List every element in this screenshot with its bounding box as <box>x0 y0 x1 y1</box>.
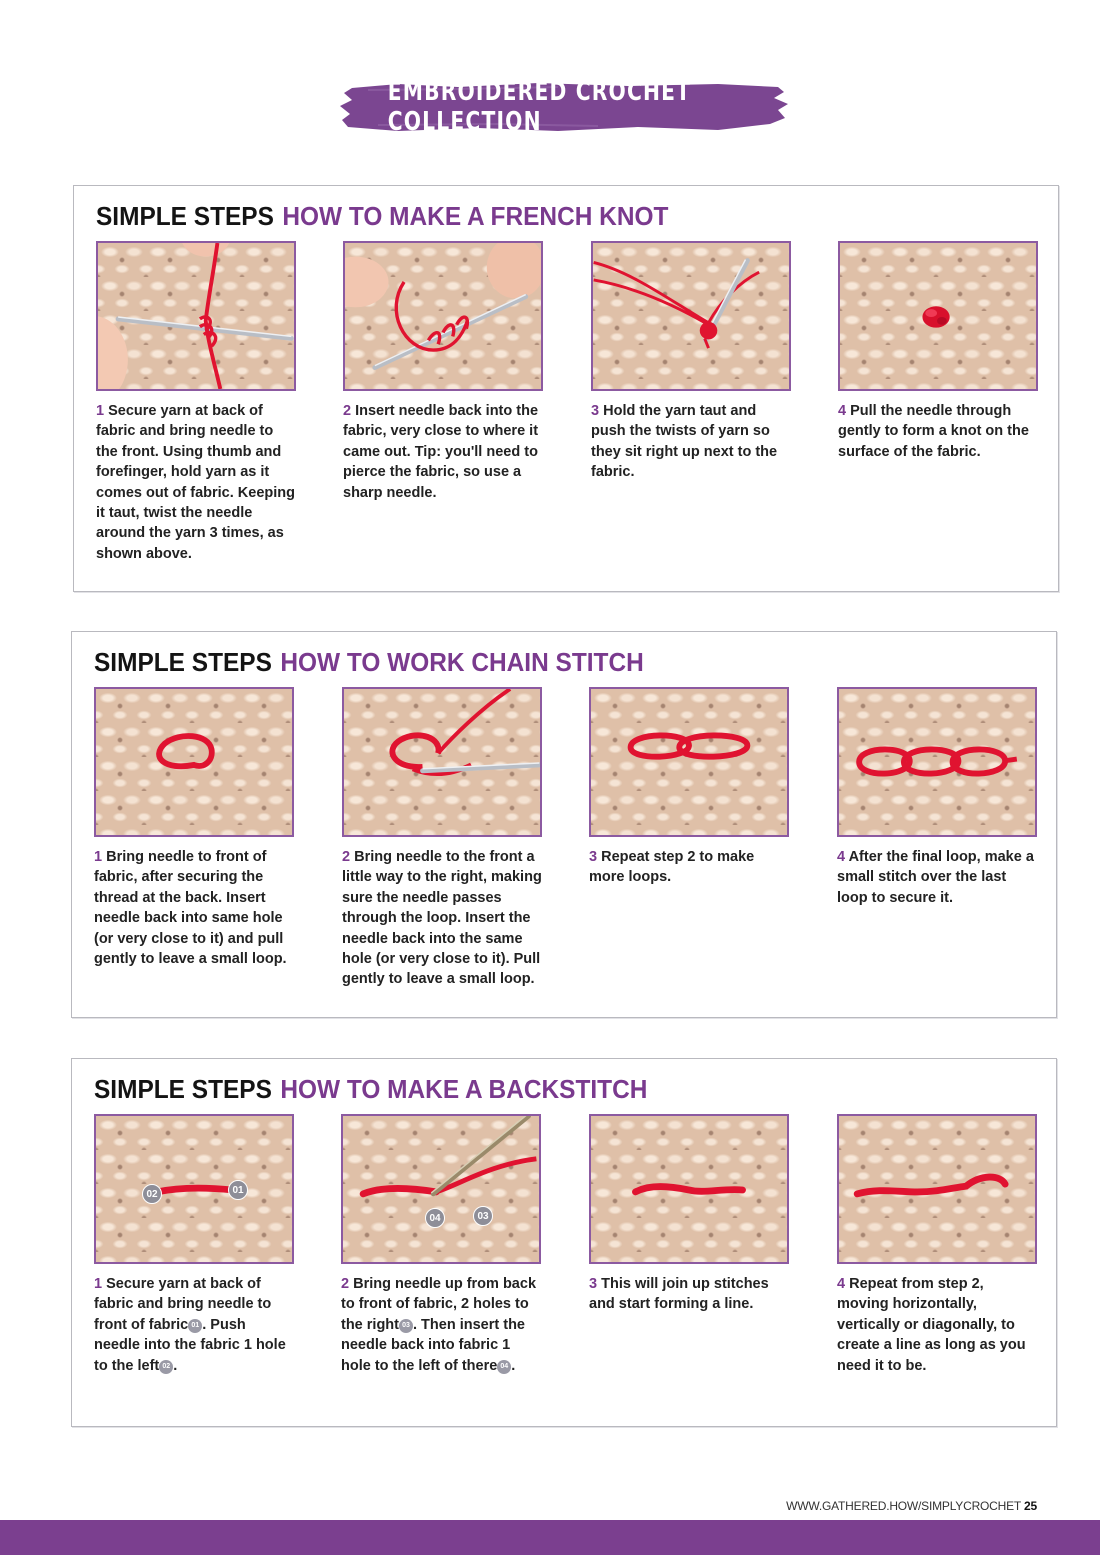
step-3 <box>589 687 789 888</box>
ref-marker-04: 04 <box>497 1360 511 1374</box>
step-caption <box>96 401 296 564</box>
step-caption <box>589 1274 789 1315</box>
chain-complete-illustration <box>839 689 1035 835</box>
section-label: SIMPLE STEPS <box>94 1074 272 1104</box>
hole-marker-03: 03 <box>473 1206 493 1226</box>
step-number: 2 <box>342 849 351 865</box>
section-title <box>96 201 668 232</box>
step-text-part: . <box>173 1357 178 1374</box>
chain-stitch-panel <box>71 631 1057 1018</box>
hole-marker-01: 01 <box>228 1180 248 1200</box>
step-photo <box>341 1114 541 1264</box>
page-number: 25 <box>1024 1499 1037 1513</box>
ref-marker-01: 01 <box>188 1319 202 1333</box>
step-2 <box>341 1114 541 1376</box>
step-photo <box>589 687 789 837</box>
step-number: 2 <box>341 1276 350 1292</box>
step-caption <box>341 1274 541 1376</box>
ref-marker-03: 03 <box>399 1319 413 1333</box>
step-1 <box>94 687 294 969</box>
step-2 <box>342 687 542 990</box>
step-caption <box>838 401 1038 462</box>
section-label: SIMPLE STEPS <box>94 647 272 677</box>
step-4 <box>838 241 1038 462</box>
step-photo <box>94 687 294 837</box>
step-photo <box>343 241 543 391</box>
step-photo <box>838 241 1038 391</box>
section-title <box>94 1074 647 1105</box>
step-text: Insert needle back into the fabric, very close to where it came out. Tip: you'll need to pierce the fabric, so use a sharp needle. <box>343 403 539 501</box>
section-heading: HOW TO MAKE A FRENCH KNOT <box>282 201 669 231</box>
step-caption <box>343 401 543 503</box>
step-text: Hold the yarn taut and push the twists of yarn so they sit right up next to the fabric. <box>591 403 778 481</box>
step-caption <box>94 1274 294 1376</box>
step-2 <box>343 241 543 503</box>
step-3 <box>591 241 791 483</box>
section-label: SIMPLE STEPS <box>96 201 274 231</box>
two-loops-illustration <box>591 689 787 835</box>
step-number: 3 <box>591 403 600 419</box>
step-photo <box>96 241 296 391</box>
step-text: Secure yarn at back of fabric and bring needle to the front. Using thumb and forefinger, hold yarn as it comes out of fabric. Keeping it taut, twist the needle around the yarn 3 times, as shown above. <box>96 403 295 562</box>
step-text: Bring needle to front of fabric, after securing the thread at the back. Insert needle back into same hole (or very close to it) and pull gently to leave a small loop. <box>94 849 287 968</box>
backstitch-panel <box>71 1058 1057 1427</box>
step-number: 3 <box>589 1276 598 1292</box>
hole-marker-02: 02 <box>142 1184 162 1204</box>
step-text: Repeat from step 2, moving horizontally, vertically or diagonally, to create a line as long as you need it to be. <box>837 1276 1026 1374</box>
needle-insert-illustration <box>345 243 541 389</box>
section-heading: HOW TO MAKE A BACKSTITCH <box>280 1074 648 1104</box>
step-number: 4 <box>837 1276 846 1292</box>
needle-backstitch-illustration <box>343 1116 539 1262</box>
footer-url[interactable]: WWW.GATHERED.HOW/SIMPLYCROCHET <box>786 1499 1022 1513</box>
step-caption <box>591 401 791 483</box>
ref-marker-02: 02 <box>159 1360 173 1374</box>
header-banner <box>338 78 790 136</box>
step-number: 4 <box>838 403 847 419</box>
step-text: Pull the needle through gently to form a knot on the surface of the fabric. <box>838 403 1029 460</box>
step-1 <box>96 241 296 564</box>
step-caption <box>837 847 1037 908</box>
step-text: This will join up stitches and start forming a line. <box>589 1276 769 1313</box>
step-number: 1 <box>94 849 103 865</box>
step-text: Repeat step 2 to make more loops. <box>589 849 755 886</box>
hole-marker-04: 04 <box>425 1208 445 1228</box>
needle-twist-illustration <box>98 243 294 389</box>
step-text-part: Bring needle up from back to front of fabric, 2 holes to the right <box>341 1276 537 1333</box>
step-photo <box>589 1114 789 1264</box>
step-text-part: . Push needle into the fabric 1 hole to the left <box>94 1316 286 1374</box>
step-4 <box>837 687 1037 908</box>
step-text: Bring needle to the front a little way to the right, making sure the needle passes through the loop. Insert the needle back into the same hole (or very close to it). Pull gently to leave a small loop. <box>342 849 542 988</box>
step-number: 2 <box>343 403 352 419</box>
step-photo <box>837 687 1037 837</box>
step-1 <box>94 1114 294 1376</box>
footer-bar <box>0 1520 1100 1555</box>
step-number: 1 <box>96 403 105 419</box>
step-photo <box>591 241 791 391</box>
step-photo <box>94 1114 294 1264</box>
step-4 <box>837 1114 1037 1376</box>
single-loop-illustration <box>96 689 292 835</box>
step-number: 3 <box>589 849 598 865</box>
step-number: 4 <box>837 849 846 865</box>
step-3 <box>589 1114 789 1315</box>
step-caption <box>94 847 294 969</box>
step-caption <box>342 847 542 990</box>
step-text-part: Secure yarn at back of fabric and bring needle to front of fabric <box>94 1276 272 1333</box>
step-photo <box>342 687 542 837</box>
french-knot-panel <box>73 185 1059 592</box>
step-caption <box>837 1274 1037 1376</box>
twists-taut-illustration <box>593 243 789 389</box>
loop-needle-illustration <box>344 689 540 835</box>
step-text-part: . Then insert the needle back into fabric 1 hole to the left of there <box>341 1316 525 1374</box>
step-text: After the final loop, make a small stitch over the last loop to secure it. <box>837 849 1034 906</box>
section-title <box>94 647 644 678</box>
step-photo <box>837 1114 1037 1264</box>
section-heading: HOW TO WORK CHAIN STITCH <box>280 647 644 677</box>
step-number: 1 <box>94 1276 103 1292</box>
footer <box>786 1499 1037 1513</box>
long-backstitch-illustration <box>839 1116 1035 1262</box>
first-backstitch-illustration <box>96 1116 292 1262</box>
header-title: EMBROIDERED CROCHET COLLECTION <box>387 77 692 137</box>
stitch-line-illustration <box>591 1116 787 1262</box>
step-text-part: . <box>511 1357 516 1374</box>
step-caption <box>589 847 789 888</box>
finished-knot-illustration <box>840 243 1036 389</box>
